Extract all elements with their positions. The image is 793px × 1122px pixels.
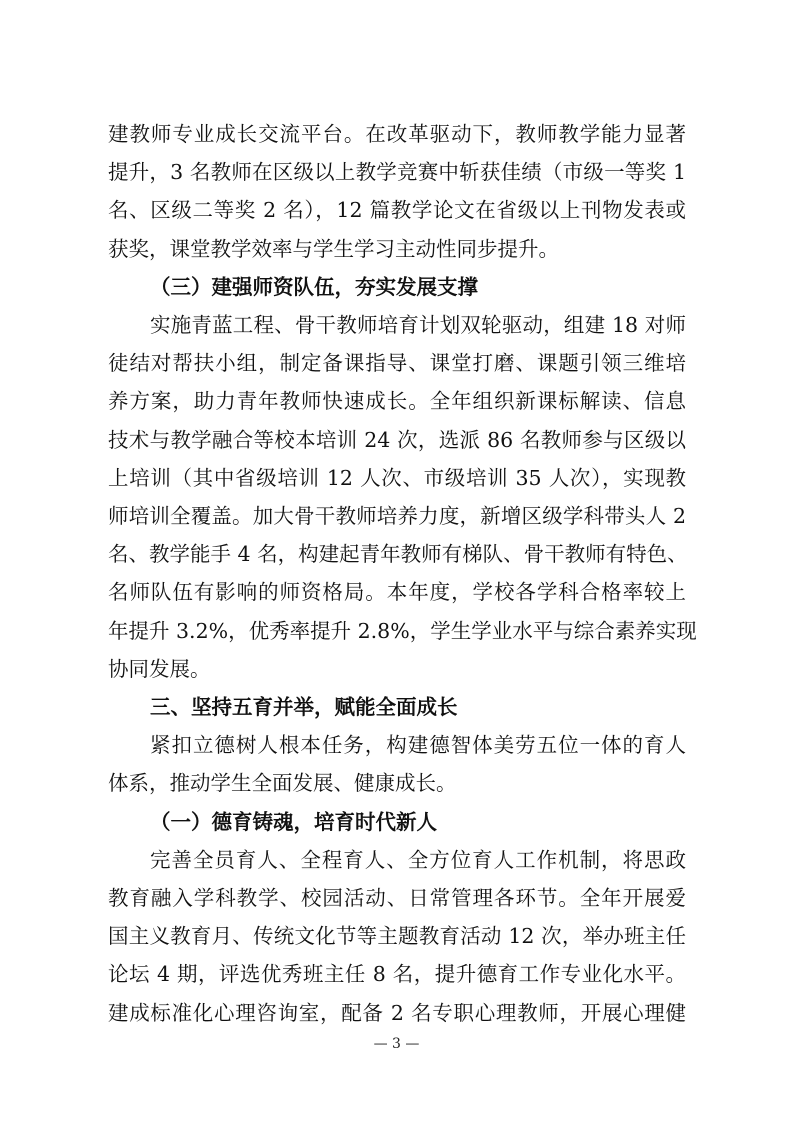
body-line-22: 国主义教育月、传统文化节等主题教育活动 12 次，举办班主任 [108, 924, 686, 949]
body-line-12: 名、教学能手 4 名，构建起青年教师有梯队、骨干教师有特色、 [108, 542, 688, 567]
body-line-8: 养方案，助力青年教师快速成长。全年组织新课标解读、信息 [108, 389, 686, 414]
body-line-14: 年提升 3.2%，优秀率提升 2.8%，学生学业水平与综合素养实现 [108, 618, 697, 643]
body-line-7: 徒结对帮扶小组，制定备课指导、课堂打磨、课题引领三维培 [108, 351, 686, 376]
page-number: — 3 — [373, 1036, 420, 1052]
body-line-3: 名、区级二等奖 2 名），12 篇教学论文在省级以上刊物发表或 [108, 198, 686, 223]
body-line-9: 技术与教学融合等校本培训 24 次，选派 86 名教师参与区级以 [108, 427, 686, 452]
body-line-21: 教育融入学科教学、校园活动、日常管理各环节。全年开展爱 [108, 886, 686, 910]
body-line-10: 上培训（其中省级培训 12 人次、市级培训 35 人次），实现教 [108, 465, 686, 490]
body-line-15: 协同发展。 [108, 656, 211, 681]
body-line-23: 论坛 4 期，评选优秀班主任 8 名，提升德育工作专业化水平。 [108, 962, 686, 987]
body-line-6: 实施青蓝工程、骨干教师培育计划双轮驱动，组建 18 对师 [150, 313, 686, 337]
section-heading-1: （一）德育铸魂，培育时代新人 [150, 809, 437, 834]
body-line-4: 获奖，课堂教学效率与学生学习主动性同步提升。 [108, 236, 559, 261]
body-line-1: 建教师专业成长交流平台。在改革驱动下，教师教学能力显著 [108, 122, 686, 146]
body-line-2: 提升，3 名教师在区级以上教学竞赛中斩获佳绩（市级一等奖 1 [108, 160, 686, 185]
section-heading-3: （三）建强师资队伍，夯实发展支撑 [150, 274, 478, 299]
body-line-17: 紧扣立德树人根本任务，构建德智体美劳五位一体的育人 [150, 733, 686, 758]
chapter-heading-3: 三、坚持五育并举，赋能全面成长 [150, 695, 458, 719]
body-line-24: 建成标准化心理咨询室，配备 2 名专职心理教师，开展心理健 [108, 1000, 686, 1025]
body-line-20: 完善全员育人、全程育人、全方位育人工作机制，将思政 [150, 847, 686, 872]
body-line-18: 体系，推动学生全面发展、健康成长。 [108, 771, 457, 796]
body-line-13: 名师队伍有影响的师资格局。本年度，学校各学科合格率较上 [108, 580, 686, 605]
body-line-11: 师培训全覆盖。加大骨干教师培养力度，新增区级学科带头人 2 [108, 504, 686, 528]
